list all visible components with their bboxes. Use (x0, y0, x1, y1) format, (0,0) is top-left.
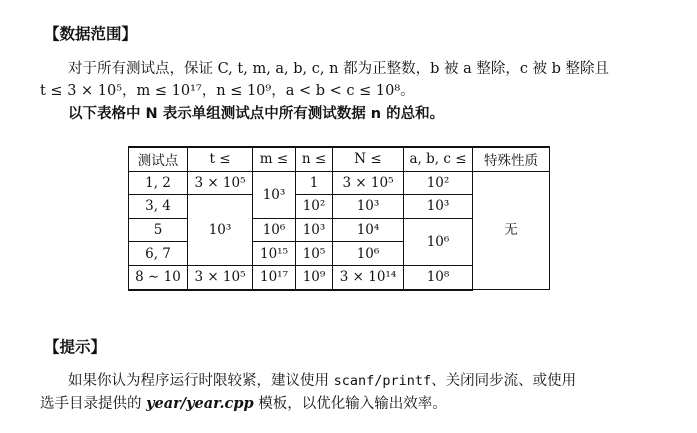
hint-text-2a: 选手目录提供的 (40, 396, 147, 412)
cell-abc-merged: 10⁶ (404, 218, 473, 265)
cell-abc: 10⁸ (404, 265, 473, 289)
hint-text-1b: 、关闭同步流、或使用 (431, 373, 577, 389)
cell-n: 10³ (296, 218, 333, 242)
special-value: 无 (504, 221, 518, 238)
header-abc: a, b, c ≤ (404, 147, 473, 171)
hint-code-template: year/year.cpp (146, 395, 254, 412)
header-test: 测试点 (129, 147, 188, 171)
range-line-3: 以下表格中 N 表示单组测试点中所有测试数据 n 的总和。 (68, 106, 445, 122)
header-N: N ≤ (333, 147, 404, 171)
cell-N: 3 × 10⁵ (333, 171, 404, 195)
cell-m: 10¹⁷ (253, 265, 296, 289)
cell-N: 3 × 10¹⁴ (333, 265, 404, 289)
cell-n: 10⁵ (296, 242, 333, 266)
cell-N: 10⁴ (333, 218, 404, 242)
constraints-table (128, 146, 550, 291)
cell-test: 3, 4 (129, 195, 188, 219)
cell-m: 10¹⁵ (253, 242, 296, 266)
header-t: t ≤ (188, 147, 253, 171)
range-constraints (40, 58, 660, 80)
cell-n: 10² (296, 195, 333, 219)
cell-n: 1 (296, 171, 333, 195)
hint-heading: 【提示】 (44, 338, 107, 356)
range-line-2: t ≤ 3 × 10⁵，m ≤ 10¹⁷，n ≤ 10⁹，a < b < c ≤ 10⁸。 (40, 83, 415, 99)
hint-text-2b: 模板，以优化输入输出效率。 (253, 396, 447, 412)
cell-m: 10⁶ (253, 218, 296, 242)
cell-N: 10³ (333, 195, 404, 219)
hint-code-scanf: scanf/printf (333, 373, 432, 389)
table-row (129, 171, 550, 195)
cell-t-merged: 10³ (188, 195, 253, 266)
hint-text-1a: 如果你认为程序运行时限较紧，建议使用 (68, 373, 334, 389)
cell-special-merged (473, 171, 550, 289)
header-m: m ≤ (253, 147, 296, 171)
table-header-row (129, 147, 550, 171)
header-special: 特殊性质 (473, 147, 550, 171)
cell-N: 10⁶ (333, 242, 404, 266)
cell-test: 8 ∼ 10 (129, 265, 188, 289)
range-heading: 【数据范围】 (44, 25, 138, 43)
cell-t: 3 × 10⁵ (188, 265, 253, 289)
header-n: n ≤ (296, 147, 333, 171)
cell-n: 10⁹ (296, 265, 333, 289)
cell-test: 6, 7 (129, 242, 188, 266)
range-constraints-2 (40, 80, 660, 102)
cell-test: 5 (129, 218, 188, 242)
cell-test: 1, 2 (129, 171, 188, 195)
cell-m-merged: 10³ (253, 171, 296, 218)
cell-t: 3 × 10⁵ (188, 171, 253, 195)
hint-paragraph (40, 370, 660, 392)
hint-paragraph-2 (40, 393, 660, 415)
cell-abc: 10² (404, 171, 473, 195)
range-line-1: 对于所有测试点，保证 C, t, m, a, b, c, n 都为正整数，b 被 a 整除，c 被 b 整除且 (68, 61, 610, 77)
table-intro (68, 103, 688, 125)
cell-abc: 10³ (404, 195, 473, 219)
